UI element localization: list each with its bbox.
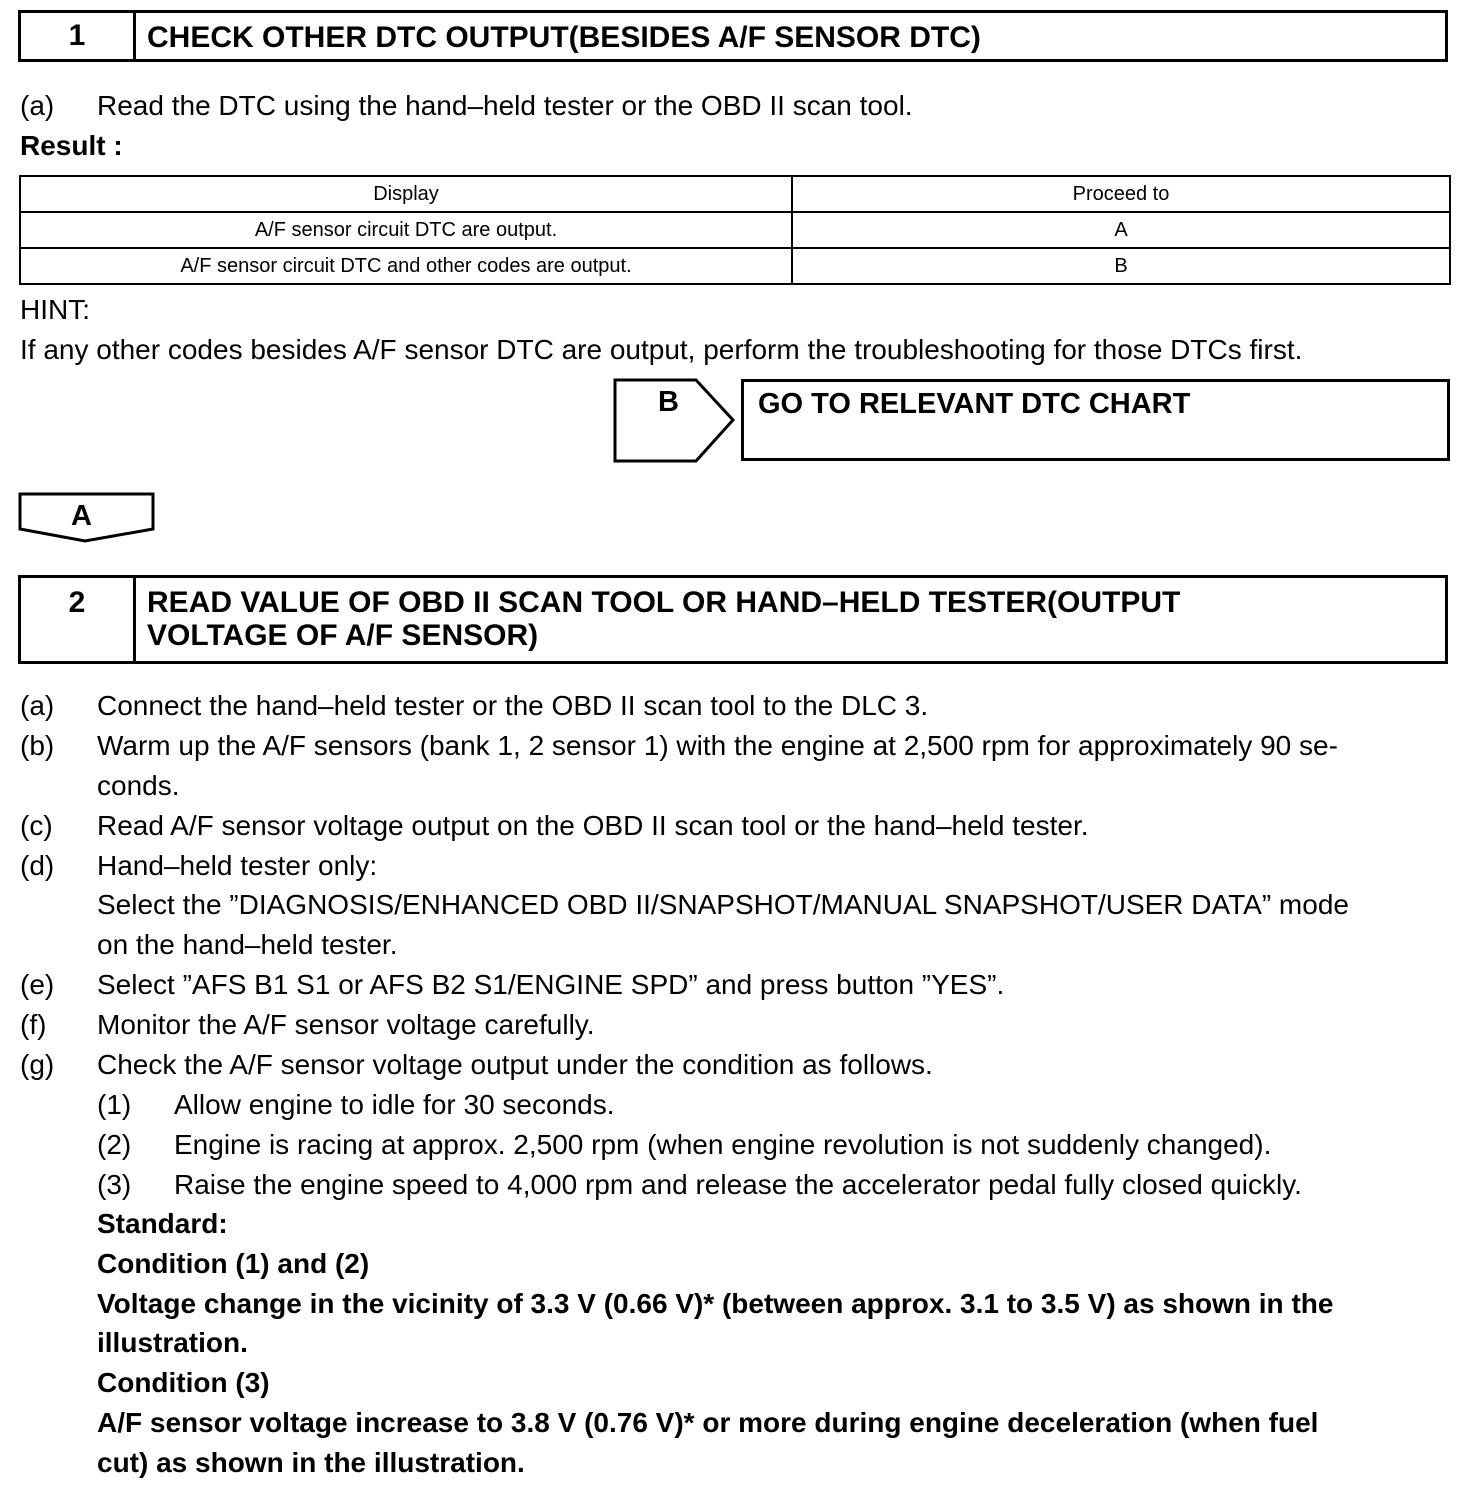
hint-label: HINT:	[20, 294, 90, 325]
instruction-label: (d)	[20, 850, 55, 881]
branch-b-target-text: GO TO RELEVANT DTC CHART	[758, 388, 1191, 420]
instruction-text: Hand–held tester only:	[97, 850, 378, 881]
sub-condition-text: Allow engine to idle for 30 seconds.	[174, 1089, 615, 1120]
sub-condition-text: Engine is racing at approx. 2,500 rpm (when engine revolution is not suddenly changed).	[174, 1129, 1272, 1160]
branch-b-letter: B	[658, 386, 679, 418]
condition-1-2-spec-continued: illustration.	[97, 1327, 248, 1358]
step-1-title: CHECK OTHER DTC OUTPUT(BESIDES A/F SENSOR DTC)	[147, 21, 981, 54]
instruction-text-continued: conds.	[97, 770, 180, 801]
table-header-row	[20, 176, 1450, 212]
hint-text: If any other codes besides A/F sensor DTC are output, perform the troubleshooting for those DTCs first.	[20, 334, 1303, 365]
instruction-text: Read the DTC using the hand–held tester or the OBD II scan tool.	[97, 90, 913, 121]
sub-condition-text: Raise the engine speed to 4,000 rpm and release the accelerator pedal fully closed quickly.	[174, 1169, 1302, 1200]
step-2-title-line-1: READ VALUE OF OBD II SCAN TOOL OR HAND–HELD TESTER(OUTPUT	[147, 586, 1181, 619]
instruction-text: Check the A/F sensor voltage output under the condition as follows.	[97, 1049, 933, 1080]
table-row	[20, 212, 1450, 248]
table-cell: A	[792, 212, 1450, 248]
instruction-text: Connect the hand–held tester or the OBD II scan tool to the DLC 3.	[97, 690, 929, 721]
instruction-label: (a)	[20, 690, 55, 721]
table-row	[20, 248, 1450, 284]
instruction-text: Warm up the A/F sensors (bank 1, 2 sensor 1) with the engine at 2,500 rpm for approximately 90 se-	[97, 730, 1338, 761]
table-cell: A/F sensor circuit DTC and other codes are output.	[20, 248, 792, 284]
instruction-text: Read A/F sensor voltage output on the OBD II scan tool or the hand–held tester.	[97, 810, 1089, 841]
instruction-label: (a)	[20, 90, 55, 121]
step-1-header	[18, 10, 1448, 62]
instruction-label: (g)	[20, 1049, 55, 1080]
instruction-text-continued: on the hand–held tester.	[97, 929, 398, 960]
branch-b-target-box	[741, 379, 1450, 461]
step-1-number: 1	[21, 13, 136, 59]
instruction-label: (e)	[20, 969, 55, 1000]
table-header-display: Display	[20, 176, 792, 212]
instruction-label: (b)	[20, 730, 55, 761]
condition-3-label: Condition (3)	[97, 1367, 270, 1398]
instruction-text-continued: Select the ”DIAGNOSIS/ENHANCED OBD II/SNAPSHOT/MANUAL SNAPSHOT/USER DATA” mode	[97, 889, 1349, 920]
sub-condition-label: (3)	[97, 1169, 132, 1200]
step-2-header	[18, 575, 1448, 664]
condition-3-spec-continued: cut) as shown in the illustration.	[97, 1447, 525, 1478]
sub-condition-label: (2)	[97, 1129, 132, 1160]
instruction-label: (f)	[20, 1009, 47, 1040]
step-2-title-line-2: VOLTAGE OF A/F SENSOR)	[147, 619, 539, 652]
step-2-number: 2	[21, 578, 136, 661]
condition-1-2-spec: Voltage change in the vicinity of 3.3 V (0.66 V)* (between approx. 3.1 to 3.5 V) as shown in the	[97, 1288, 1334, 1319]
instruction-text: Monitor the A/F sensor voltage carefully.	[97, 1009, 595, 1040]
sub-condition-label: (1)	[97, 1089, 132, 1120]
table-cell: A/F sensor circuit DTC are output.	[20, 212, 792, 248]
condition-1-2-label: Condition (1) and (2)	[97, 1248, 370, 1279]
instruction-label: (c)	[20, 810, 53, 841]
result-table	[19, 175, 1451, 285]
table-cell: B	[792, 248, 1450, 284]
condition-3-spec: A/F sensor voltage increase to 3.8 V (0.76 V)* or more during engine deceleration (when fuel	[97, 1407, 1319, 1438]
branch-a-letter: A	[71, 500, 92, 532]
table-header-proceed: Proceed to	[792, 176, 1450, 212]
standard-label: Standard:	[97, 1208, 228, 1239]
result-label: Result :	[20, 130, 123, 161]
instruction-text: Select ”AFS B1 S1 or AFS B2 S1/ENGINE SPD” and press button ”YES”.	[97, 969, 1005, 1000]
